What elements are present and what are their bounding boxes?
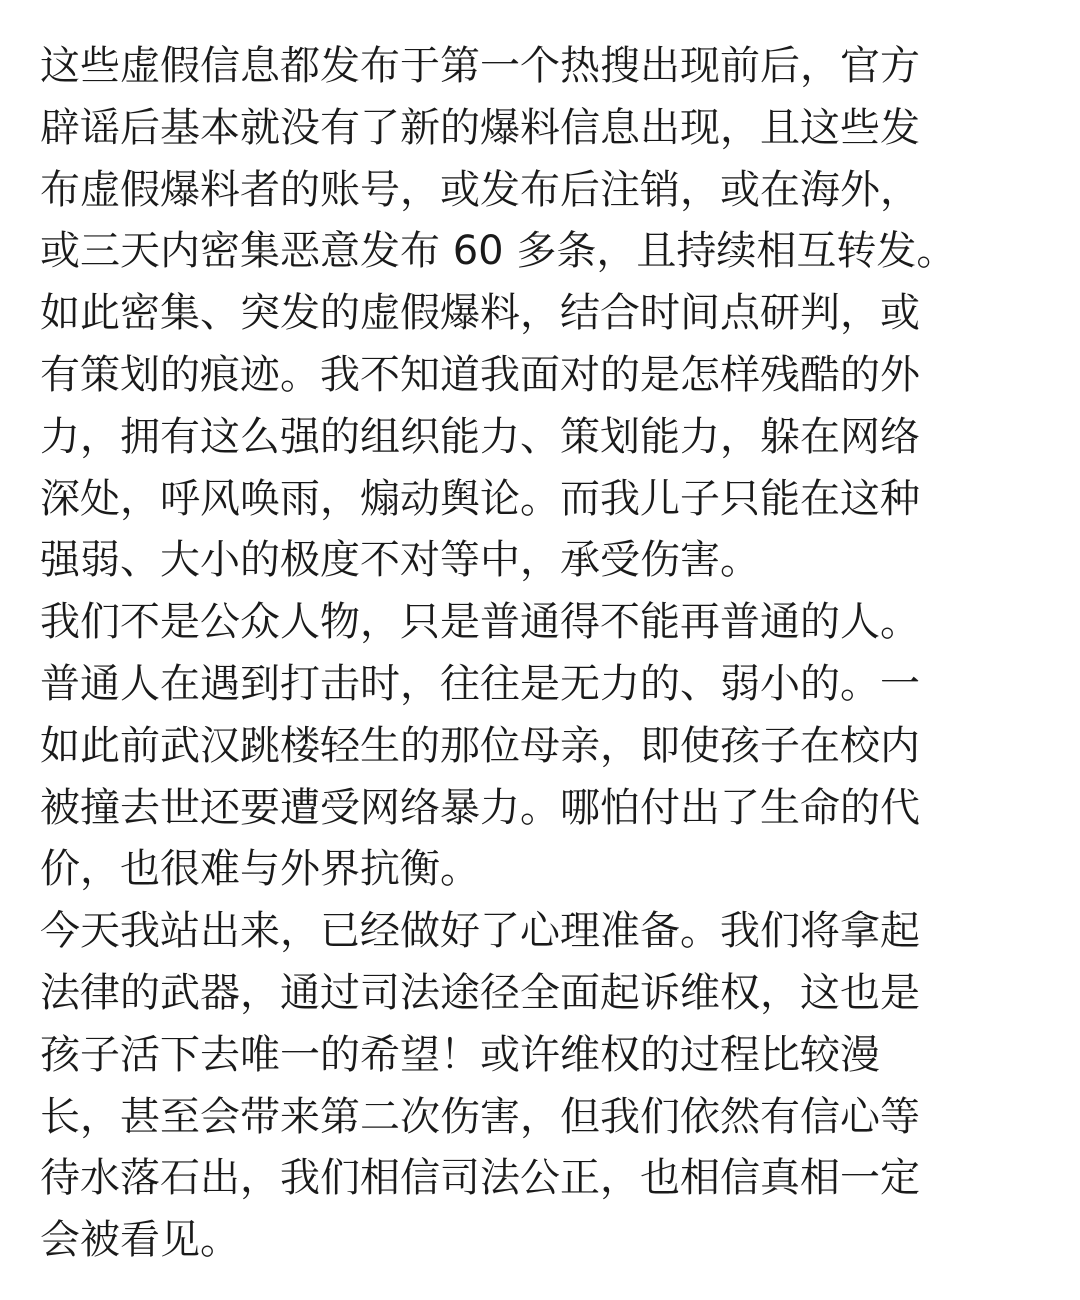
text-line: 布虚假爆料者的账号，或发布后注销，或在海外，: [40, 166, 920, 213]
text-line: 或三天内密集恶意发布 60 多条，且持续相互转发。: [40, 228, 957, 275]
text-line: 待水落石出，我们相信司法公正，也相信真相一定: [40, 1155, 920, 1202]
text-line: 长，甚至会带来第二次伤害，但我们依然有信心等: [40, 1093, 920, 1140]
text-line: 我们不是公众人物，只是普通得不能再普通的人。: [40, 599, 920, 646]
text-line: 孩子活下去唯一的希望！或许维权的过程比较漫: [40, 1031, 880, 1078]
text-line: 被撞去世还要遭受网络暴力。哪怕付出了生命的代: [40, 784, 920, 831]
text-line: 这些虚假信息都发布于第一个热搜出现前后，官方: [40, 43, 920, 89]
text-line: 力，拥有这么强的组织能力、策划能力，躲在网络: [40, 413, 920, 460]
text-line: 法律的武器，通过司法途径全面起诉维权，这也是: [40, 969, 920, 1016]
text-line: 辟谣后基本就没有了新的爆料信息出现，且这些发: [40, 104, 920, 151]
text-line: 如此密集、突发的虚假爆料，结合时间点研判，或: [40, 290, 920, 337]
text-line: 强弱、大小的极度不对等中，承受伤害。: [40, 537, 760, 584]
text-line: 如此前武汉跳楼轻生的那位母亲，即使孩子在校内: [40, 722, 920, 769]
text-line: 深处，呼风唤雨，煽动舆论。而我儿子只能在这种: [40, 475, 920, 522]
text-line: 会被看见。: [40, 1217, 240, 1264]
text-line: 普通人在遇到打击时，往往是无力的、弱小的。一: [40, 660, 920, 707]
text-line: 价，也很难与外界抗衡。: [40, 846, 480, 893]
text-line: 今天我站出来，已经做好了心理准备。我们将拿起: [40, 908, 920, 955]
article-text: [40, 36, 1040, 1272]
text-line: 有策划的痕迹。我不知道我面对的是怎样残酷的外: [40, 351, 920, 398]
